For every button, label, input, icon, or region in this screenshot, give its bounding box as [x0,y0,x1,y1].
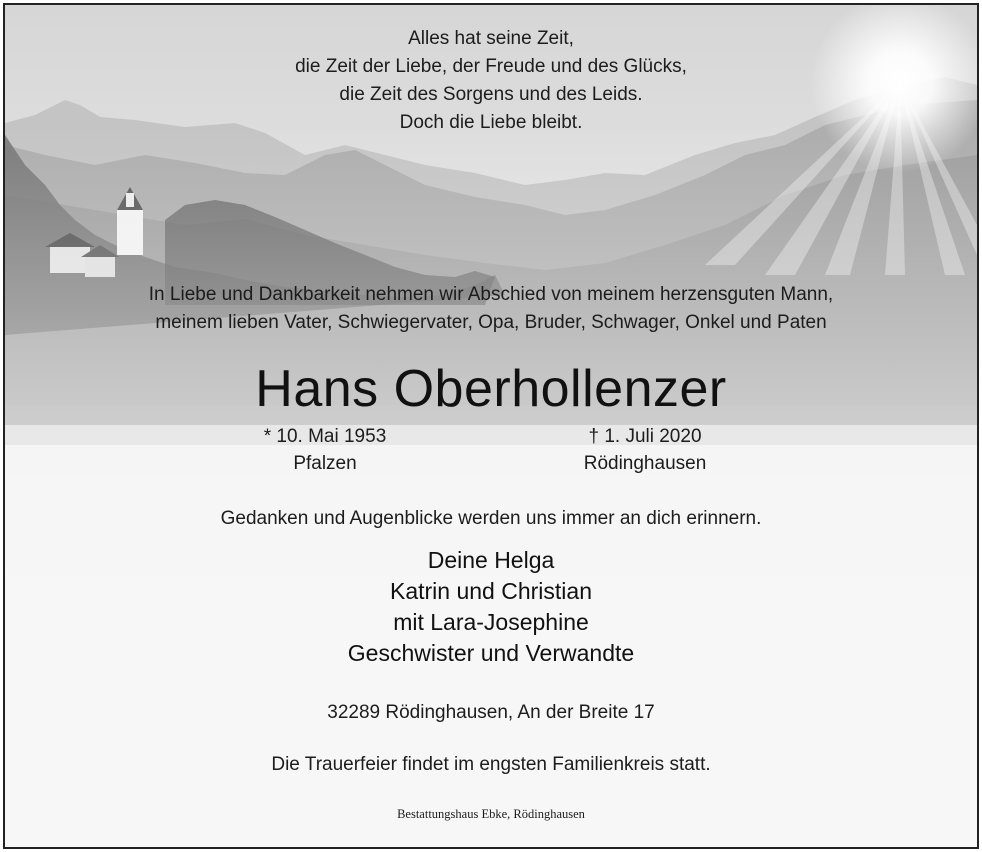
mourner-line: Deine Helga [427,547,555,573]
ceremony-note: Die Trauerfeier findet im engsten Familienkreis statt. [271,754,711,775]
family-address: 32289 Rödinghausen, An der Breite 17 [327,702,655,723]
memory-line: Gedanken und Augenblicke werden uns immer an dich erinnern. [220,508,762,529]
poem-verse [5,25,977,137]
birth-info [215,423,435,477]
obituary-notice [3,3,979,849]
birth-date: * 10. Mai 1953 [263,426,387,447]
mourner-line: mit Lara-Josephine [393,609,589,635]
poem-line: Alles hat seine Zeit, [408,28,574,49]
poem-line: Doch die Liebe bleibt. [399,112,583,133]
death-place: Rödinghausen [583,453,707,474]
intro-line: In Liebe und Dankbarkeit nehmen wir Abschied von meinem herzensguten Mann, [148,284,834,305]
birth-place: Pfalzen [293,453,357,474]
poem-line: die Zeit der Liebe, der Freude und des Glücks, [295,56,687,77]
death-info [535,423,755,477]
death-date: † 1. Juli 2020 [588,426,702,447]
mourners-list [5,545,977,669]
poem-line: die Zeit des Sorgens und des Leids. [339,84,643,105]
mourner-line: Katrin und Christian [390,578,592,604]
intro-line: meinem lieben Vater, Schwiegervater, Opa, Bruder, Schwager, Onkel und Paten [155,312,827,333]
funeral-home: Bestattungshaus Ebke, Rödinghausen [397,807,585,821]
farewell-intro [5,281,977,337]
deceased-name: Hans Oberhollenzer [255,360,727,418]
mourner-line: Geschwister und Verwandte [347,640,635,666]
